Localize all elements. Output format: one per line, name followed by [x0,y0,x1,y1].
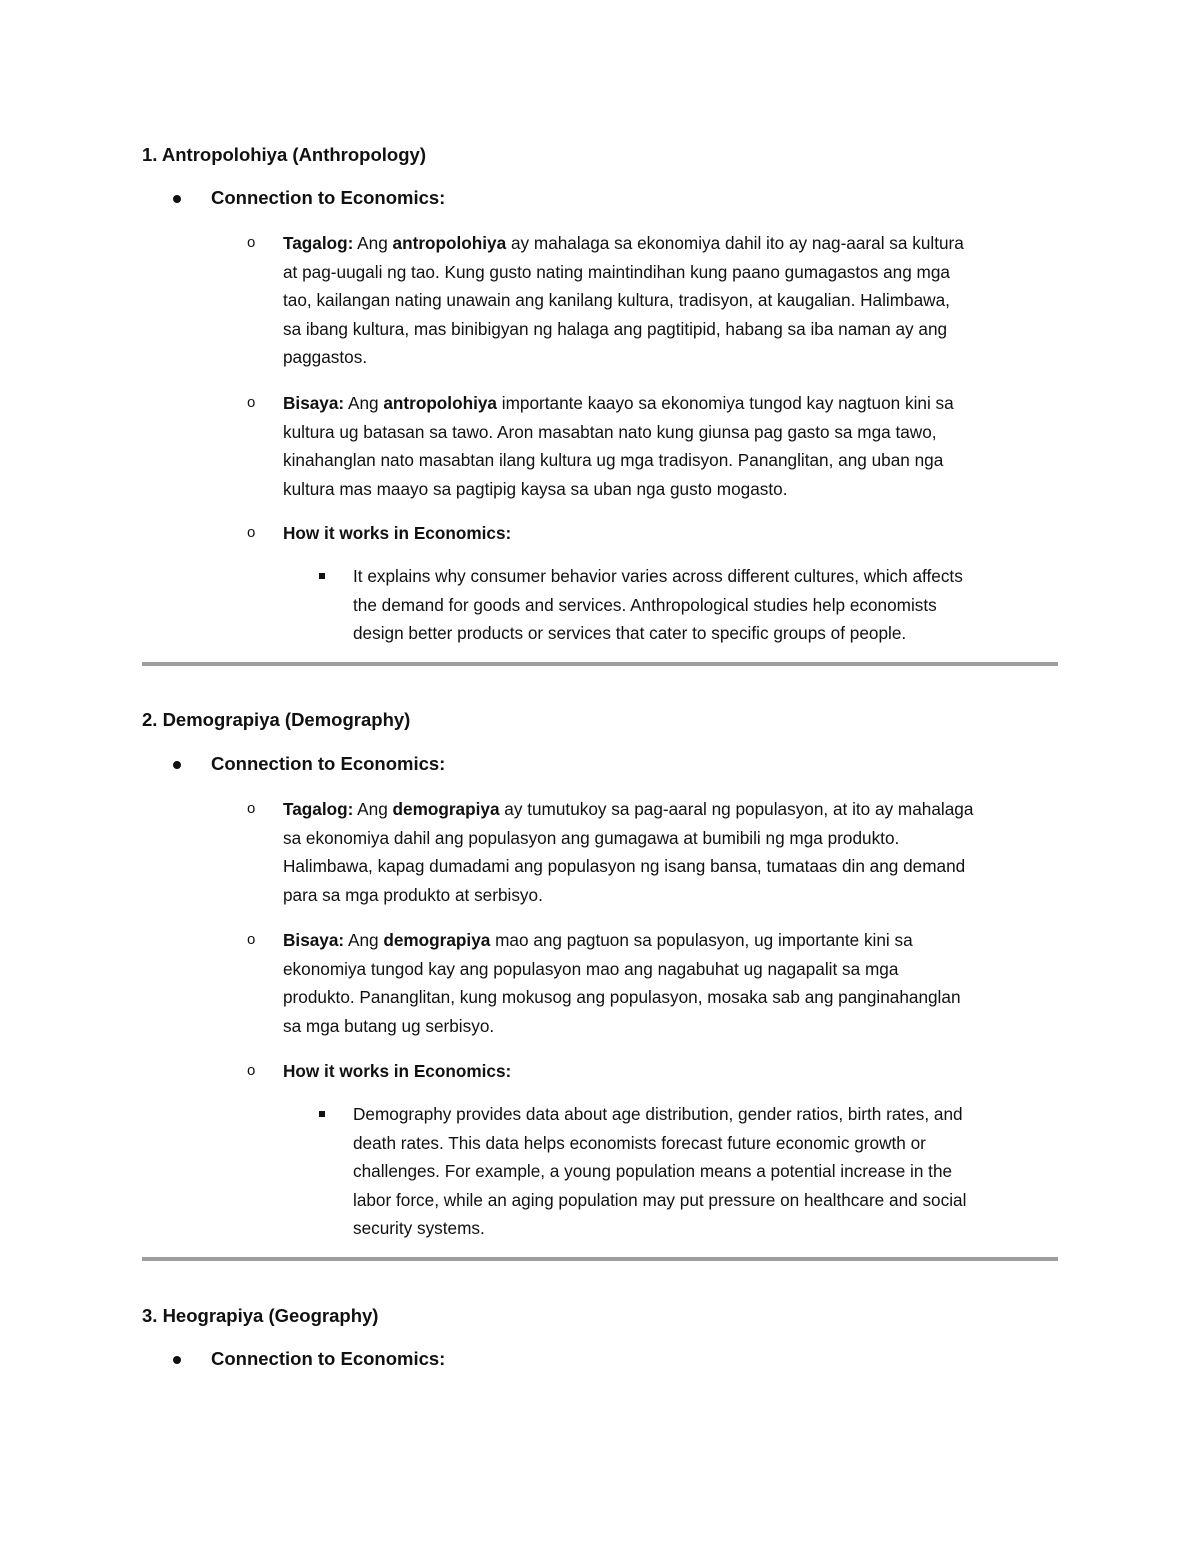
paragraph-line: para sa mga produkto at serbisyo. [283,884,543,905]
paragraph-line [283,795,1073,824]
section-heading: 2. Demograpiya (Demography) [142,709,411,730]
paragraph-line [283,389,1073,418]
paragraph-line: produkto. Pananglitan, kung mokusog ang populasyon, mosaka sab ang panginahanglan [283,987,961,1007]
paragraph-line: Halimbawa, kapag dumadami ang populasyon ng isang bansa, tumataas din ang demand [283,856,966,876]
key-term: antropolohiya [392,233,507,253]
section-heading: 1. Antropolohiya (Anthropology) [142,144,426,165]
language-label: Tagalog: [283,233,354,253]
paragraph-line: Demography provides data about age distribution, gender ratios, birth rates, and [353,1104,963,1124]
paragraph-line: kultura ug batasan sa tawo. Aron masabtan nato kung giunsa pag gasto sa mga tawo, [283,421,937,442]
sub-bullet-marker: o [247,394,256,411]
bullet-disc-icon [173,1356,181,1364]
text-span: Ang [353,799,393,819]
connection-label: Connection to Economics: [211,187,446,208]
sub-bullet-marker: o [247,234,256,251]
paragraph-line [283,519,1073,548]
text-span: ay tumutukoy sa pag-aaral ng populasyon, at ito ay mahalaga [499,799,974,819]
sub-bullet-marker: o [247,800,256,817]
sub-bullet-marker: o [247,1062,256,1079]
paragraph-line: design better products or services that cater to specific groups of people. [353,623,907,643]
language-label: Bisaya: [283,393,345,413]
square-bullet-icon [319,573,325,579]
tagalog-paragraph [283,795,1073,909]
key-term: demograpiya [383,930,491,950]
key-term: antropolohiya [383,393,497,413]
paragraph-line: sa ibang kultura, mas binibigyan ng halaga ang pagtitipid, habang sa iba naman ay ang [283,318,948,339]
paragraph-line: labor force, while an aging population may put pressure on healthcare and social [353,1189,967,1210]
text-span: ay mahalaga sa ekonomiya dahil ito ay nag-aaral sa kultura [506,233,964,253]
paragraph-line: tao, kailangan nating unawain ang kanilang kultura, tradisyon, at kaugalian. Halimbawa, [283,290,950,310]
paragraph-line: sa ekonomiya dahil ang populasyon ang gumagawa at bumibili ng mga produkto. [283,827,900,848]
text-span: importante kaayo sa ekonomiya tungod kay nagtuon kini sa [496,393,954,413]
sub-bullet-marker: o [247,931,256,948]
paragraph-line [283,926,1073,955]
paragraph-line: kinahanglan nato masabtan ilang kultura ug mga tradisyon. Pananglitan, ang uban nga [283,450,944,470]
paragraph-line: ekonomiya tungod kay ang populasyon mao ang nagabuhat ug nagapalit sa mga [283,958,899,979]
language-label: Bisaya: [283,930,345,950]
paragraph-line: at pag-uugali ng tao. Kung gusto nating maintindihan kung paano gumagastos ang mga [283,261,950,282]
connection-label: Connection to Economics: [211,1348,446,1369]
tagalog-paragraph [283,229,1073,372]
paragraph-line: challenges. For example, a young population means a potential increase in the [353,1161,953,1181]
connection-label: Connection to Economics: [211,753,446,774]
paragraph-line: kultura mas maayo sa pagtipig kaysa sa uban nga gusto mogasto. [283,478,788,499]
paragraph-line: security systems. [353,1218,485,1238]
text-span: Ang [344,393,384,413]
how-it-works-paragraph [353,562,1073,648]
how-label: How it works in Economics: [283,1061,512,1081]
bisaya-paragraph [283,389,1073,503]
section-heading: 3. Heograpiya (Geography) [142,1305,379,1326]
paragraph-line [283,229,1073,258]
sub-bullet-marker: o [247,524,256,541]
paragraph-line [283,1057,1073,1086]
text-span: mao ang pagtuon sa populasyon, ug importante kini sa [490,930,913,950]
how-it-works-paragraph [353,1100,1073,1243]
how-label: How it works in Economics: [283,523,512,543]
language-label: Tagalog: [283,799,354,819]
paragraph-line: sa mga butang ug serbisyo. [283,1015,495,1036]
bullet-disc-icon [173,761,181,769]
text-span: Ang [353,233,393,253]
how-it-works-label [283,1057,1073,1086]
paragraph-line: the demand for goods and services. Anthropological studies help economists [353,594,937,615]
section-divider [142,662,1058,666]
paragraph-line: death rates. This data helps economists forecast future economic growth or [353,1132,926,1153]
bisaya-paragraph [283,926,1073,1040]
key-term: demograpiya [392,799,500,819]
square-bullet-icon [319,1111,325,1117]
how-it-works-label [283,519,1073,548]
section-divider [142,1257,1058,1261]
paragraph-line: It explains why consumer behavior varies across different cultures, which affects [353,566,963,586]
text-span: Ang [344,930,384,950]
bullet-disc-icon [173,195,181,203]
paragraph-line: paggastos. [283,347,368,367]
